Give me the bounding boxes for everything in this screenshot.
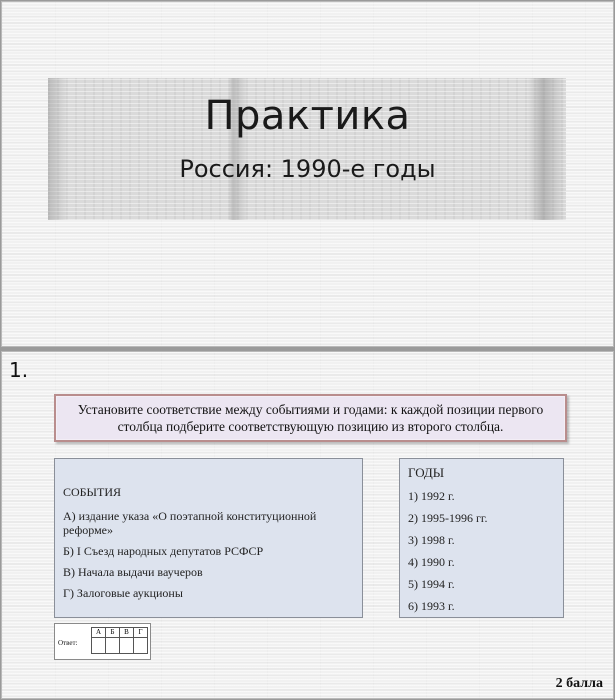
year-item: 6) 1993 г. xyxy=(408,599,455,613)
year-item: 5) 1994 г. xyxy=(408,577,455,591)
title-slide xyxy=(1,1,614,347)
instruction-text: Установите соответствие между событиями и годами: к каждой позиции первого столбца подберите соответствующую позицию из второго столбца. xyxy=(77,402,544,434)
answer-cell[interactable] xyxy=(106,638,120,654)
year-item: 4) 1990 г. xyxy=(408,555,455,569)
answer-column-header: В xyxy=(120,628,134,638)
answer-cell[interactable] xyxy=(134,638,148,654)
events-panel xyxy=(54,458,363,618)
event-item: Г) Залоговые аукционы xyxy=(63,586,183,600)
slide-subtitle: Россия: 1990-е годы xyxy=(179,155,436,183)
answer-label: Ответ: xyxy=(58,639,78,647)
slide-title: Практика xyxy=(204,93,411,139)
task-number: 1. xyxy=(9,358,29,382)
events-heading: СОБЫТИЯ xyxy=(63,485,122,499)
answer-column-header: Г xyxy=(134,628,148,638)
answer-column-header: Б xyxy=(106,628,120,638)
year-item: 3) 1998 г. xyxy=(408,533,455,547)
years-panel xyxy=(399,458,564,618)
event-item: В) Начала выдачи ваучеров xyxy=(63,565,203,579)
answer-cell[interactable] xyxy=(120,638,134,654)
score-label: 2 балла xyxy=(555,676,603,691)
event-item: А) издание указа «О поэтапной конституционной реформе» xyxy=(63,509,317,537)
answer-table xyxy=(91,627,148,654)
years-heading: ГОДЫ xyxy=(408,465,445,480)
task-instruction xyxy=(54,394,567,442)
answer-box xyxy=(54,623,151,660)
year-item: 1) 1992 г. xyxy=(408,489,455,503)
task-slide xyxy=(1,351,614,699)
answer-column-header: А xyxy=(92,628,106,638)
answer-cell[interactable] xyxy=(92,638,106,654)
year-item: 2) 1995-1996 гг. xyxy=(408,511,488,525)
event-item: Б) I Съезд народных депутатов РСФСР xyxy=(63,544,264,558)
